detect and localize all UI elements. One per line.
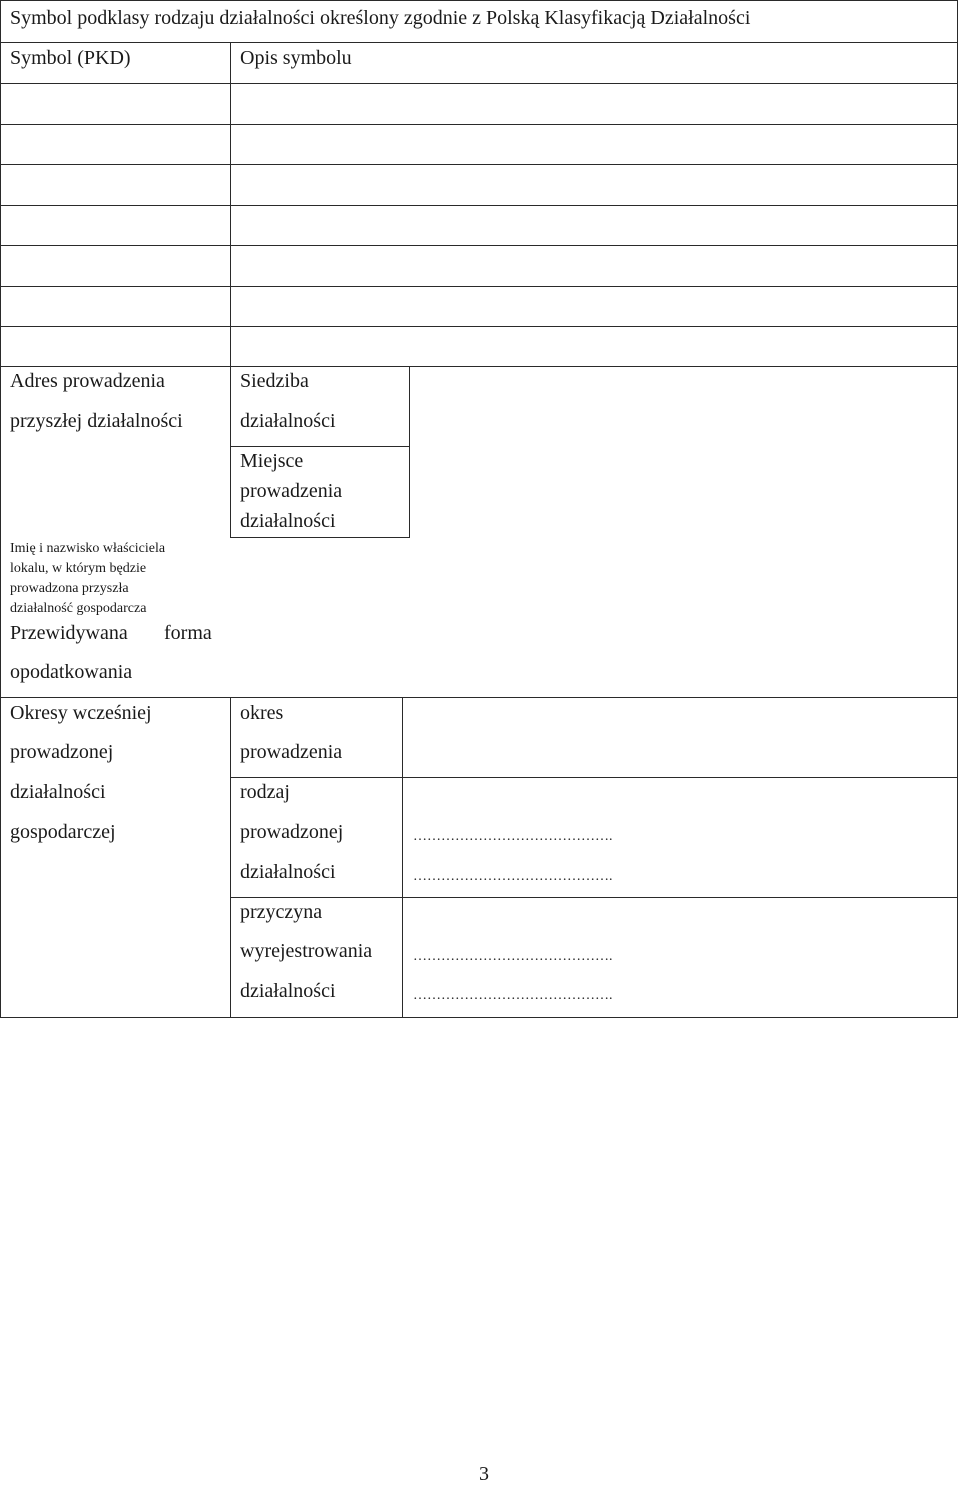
przyczyna-label-line-2: wyrejestrowania (240, 940, 373, 962)
rule-top (0, 0, 958, 1)
page-number: 3 (479, 1463, 489, 1485)
pkd-opis-field-3[interactable] (231, 165, 957, 205)
wlasciciel-label-line-1: Imię i nazwisko właściciela (10, 541, 166, 556)
siedziba-label-line-1: Siedziba (240, 370, 309, 392)
rule-siedziba-miejsce (230, 446, 409, 447)
pkd-opis-field-5[interactable] (231, 246, 957, 286)
pkd-symbol-field-1[interactable] (1, 84, 230, 124)
rule-below-header (0, 42, 958, 43)
miejsce-label-line-3: działalności (240, 510, 336, 532)
wlasciciel-label-line-2: lokalu, w którym będzie (10, 561, 147, 576)
rodzaj-label-line-3: działalności (240, 861, 336, 883)
miejsce-label-line-1: Miejsce (240, 450, 304, 472)
rodzaj-label-line-2: prowadzonej (240, 821, 344, 843)
pkd-opis-field-4[interactable] (231, 206, 957, 245)
przyczyna-dotted-line-2[interactable]: ……………………………………. (413, 988, 613, 1003)
przyczyna-dotted-line-1[interactable]: ……………………………………. (413, 949, 613, 964)
wlasciciel-field[interactable] (231, 538, 957, 618)
pkd-symbol-field-6[interactable] (1, 287, 230, 326)
rule-col-okresy (230, 697, 231, 1018)
rule-col-adres (230, 366, 231, 538)
opodatkowanie-label-line-2: opodatkowania (10, 661, 133, 683)
rodzaj-label-line-1: rodzaj (240, 781, 290, 803)
wlasciciel-label-line-4: działalność gospodarcza (10, 601, 147, 616)
rule-pkd-row-6 (0, 326, 958, 327)
okres-field[interactable] (403, 698, 957, 777)
siedziba-field[interactable] (410, 367, 957, 446)
opodatkowanie-label-line-1b: forma (164, 622, 212, 644)
rule-rodzaj-przyczyna (230, 897, 958, 898)
okresy-label-line-4: gospodarczej (10, 821, 116, 843)
rule-bottom (0, 1017, 958, 1018)
rule-okres-rodzaj (230, 777, 958, 778)
okresy-label-line-3: działalności (10, 781, 106, 803)
rule-right (957, 0, 958, 1018)
pkd-opis-field-1[interactable] (231, 84, 957, 124)
wlasciciel-label-line-3: prowadzona przyszła (10, 581, 129, 596)
okres-label-line-2: prowadzenia (240, 741, 343, 763)
miejsce-field[interactable] (410, 447, 957, 537)
pkd-symbol-field-2[interactable] (1, 125, 230, 164)
column-header-symbol: Symbol (PKD) (10, 47, 131, 69)
rodzaj-dotted-line-2[interactable]: ……………………………………. (413, 869, 613, 884)
przyczyna-label-line-3: działalności (240, 980, 336, 1002)
pkd-symbol-field-4[interactable] (1, 206, 230, 245)
adres-label-line-2: przyszłej działalności (10, 410, 183, 432)
opodatkowanie-field[interactable] (231, 620, 957, 696)
adres-label-line-1: Adres prowadzenia (10, 370, 165, 392)
column-header-opis: Opis symbolu (240, 47, 352, 69)
okres-label-line-1: okres (240, 702, 284, 724)
siedziba-label-line-2: działalności (240, 410, 336, 432)
pkd-section-title: Symbol podklasy rodzaju działalności określony zgodnie z Polską Klasyfikacją Działalności (10, 7, 751, 29)
pkd-opis-field-6[interactable] (231, 287, 957, 326)
rodzaj-dotted-line-1[interactable]: ……………………………………. (413, 829, 613, 844)
opodatkowanie-label-line-1a: Przewidywana (10, 622, 128, 644)
okresy-label-line-1: Okresy wcześniej (10, 702, 152, 724)
przyczyna-label-line-1: przyczyna (240, 901, 323, 923)
okresy-label-line-2: prowadzonej (10, 741, 114, 763)
pkd-opis-field-2[interactable] (231, 125, 957, 164)
pkd-symbol-field-3[interactable] (1, 165, 230, 205)
pkd-symbol-field-5[interactable] (1, 246, 230, 286)
miejsce-label-line-2: prowadzenia (240, 480, 343, 502)
